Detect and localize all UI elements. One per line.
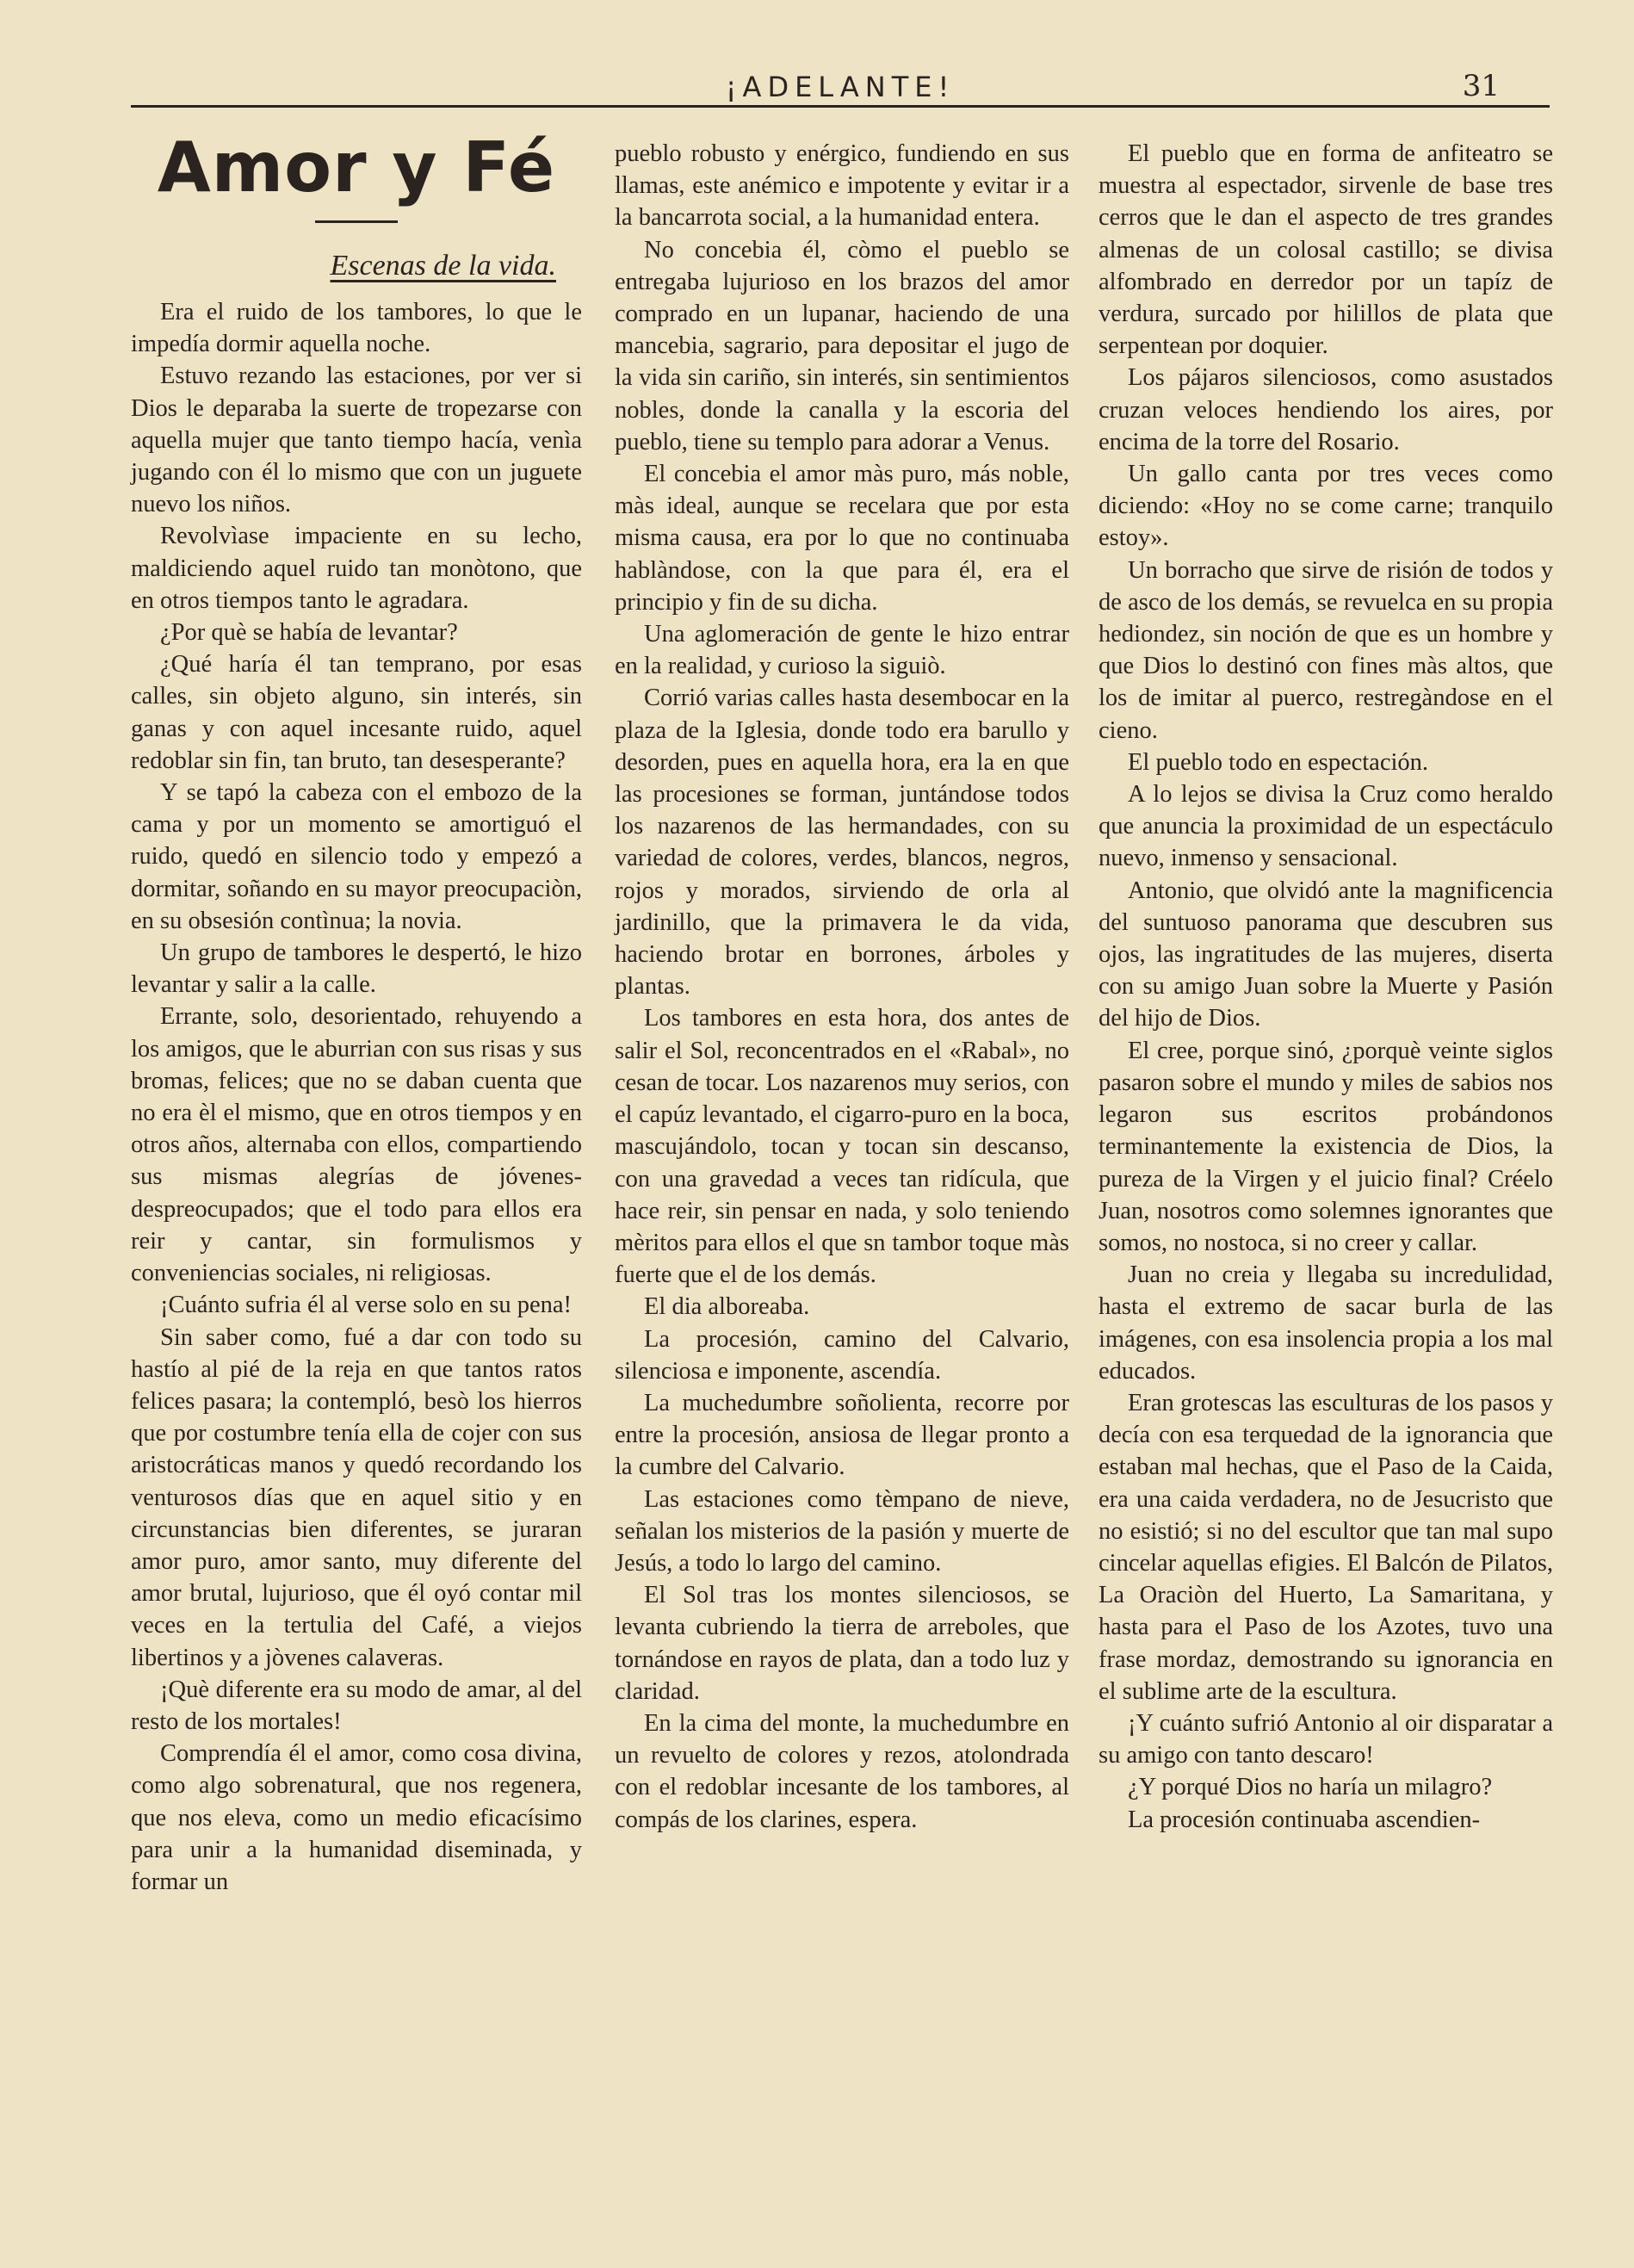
paragraph: Eran grotescas las esculturas de los pasos y decía con esa terquedad de la ignorancia que estaban mal hechas, que el Paso de la Caida, era una caida verdadera, no de Jesucristo que no esistió; si no del escultor que tan mal supo cincelar aquellas efigies. El Balcón de Pilatos, La Oraciòn del Huerto, La Samaritana, y hasta para el Paso de los Azotes, tuvo una frase mordaz, demostrando su ignorancia en el sublime arte de la escultura. — [1099, 1389, 1553, 1705]
paragraph: No concebia él, còmo el pueblo se entregaba lujurioso en los brazos del amor comprado en un lupanar, haciendo de una mancebia, sagrario, para depositar el jugo de la vida sin cariño, sin interés, sin sentimientos nobles, donde la canalla y la escoria del pueblo, tiene su templo para adorar a Venus. — [615, 236, 1069, 455]
paragraph: El Sol tras los montes silenciosos, se levanta cubriendo la tierra de arreboles, que tornándose en rayos de plata, dan a todo luz y claridad. — [615, 1582, 1069, 1705]
paragraph: ¡Y cuánto sufrió Antonio al oir disparatar a su amigo con tanto descaro! — [1099, 1709, 1553, 1769]
text-column-2 — [615, 138, 1069, 1836]
paragraph: El pueblo todo en espectación. — [1128, 748, 1429, 776]
publication-title: ¡ADELANTE! — [725, 71, 956, 103]
paragraph: ¿Por què se había de levantar? — [160, 619, 458, 647]
paragraph: Y se tapó la cabeza con el embozo de la cama y por un momento se amortiguó el ruido, quedó en silencio todo y empezó a dormitar, soñando en su mayor preocupaciòn, en su obsesión contìnua; la novia. — [131, 779, 582, 934]
paragraph: Errante, solo, desorientado, rehuyendo a los amigos, que le aburrian con sus risas y sus bromas, felices; que no se daban cuenta que no era èl el mismo, que en otros tiempos y en otros años, alternaba con ellos, compartiendo sus mismas alegrías de jóvenes-despreocupados; que el todo para ellos era reir y cantar, sin formulismos y conveniencias sociales, ni religiosas. — [131, 1003, 583, 1287]
paragraph: Era el ruido de los tambores, lo que le impedía dormir aquella noche. — [131, 299, 582, 358]
paragraph: Un grupo de tambores le despertó, le hizo levantar y salir a la calle. — [131, 939, 582, 999]
paragraph: Antonio, que olvidó ante la magnificencia del suntuoso panorama que descubren sus ojos, las ingratitudes de las mujeres, diserta con su amigo Juan sobre la Muerte y Pasión del hijo de Dios. — [1099, 877, 1553, 1032]
article-headline: Amor y Fé — [157, 127, 556, 208]
header-rule — [131, 105, 1550, 108]
text-column-3 — [1099, 138, 1553, 1836]
paragraph: Un gallo canta por tres veces como diciendo: «Hoy no se come carne; tranquilo estoy». — [1099, 461, 1553, 552]
headline-rule — [315, 220, 398, 223]
paragraph: ¡Cuánto sufria él al verse solo en su pena! — [160, 1292, 573, 1319]
paragraph: Los pájaros silenciosos, como asustados cruzan veloces hendiendo los aires, por encima de la torre del Rosario. — [1099, 364, 1553, 455]
paragraph: Una aglomeración de gente le hizo entrar en la realidad, y curioso la siguiò. — [615, 621, 1069, 680]
paragraph: Comprendía él el amor, como cosa divina, como algo sobrenatural, que nos regenera, que nos eleva, como un medio eficacísimo para unir a la humanidad diseminada, y formar un — [131, 1740, 582, 1895]
page-header — [131, 67, 1550, 108]
text-column-1 — [131, 296, 582, 1898]
paragraph: Estuvo rezando las estaciones, por ver si Dios le deparaba la suerte de tropezarse con aquella mujer que tanto tiempo hacía, venìa jugando con él lo mismo que con un juguete nuevo los niños. — [131, 363, 582, 518]
paragraph: El pueblo que en forma de anfiteatro se muestra al espectador, sirvenle de base tres cerros que le dan el aspecto de tres grandes almenas de un colosal castillo; se divisa alfombrado en derredor por un tapíz de verdura, surcado por hilillos de plata que serpentean por doquier. — [1099, 140, 1553, 360]
paragraph: El dia alboreaba. — [644, 1293, 810, 1321]
paragraph: ¿Qué haría él tan temprano, por esas calles, sin objeto alguno, sin interés, sin ganas y con aquel incesante ruido, aquel redoblar sin fin, tan bruto, tan desesperante? — [131, 651, 582, 774]
paragraph: El cree, porque sinó, ¿porquè veinte siglos pasaron sobre el mundo y miles de sabios nos legaron sus escritos probándonos terminantemente la existencia de Dios, la pureza de la Virgen y el juicio final? Créelo Juan, nosotros como solemnes ignorantes que somos, no nostoca, si no creer y callar. — [1099, 1037, 1553, 1256]
paragraph: Revolvìase impaciente en su lecho, maldiciendo aquel ruido tan monòtono, que en otros tiempos tanto le agradara. — [131, 523, 582, 614]
paragraph: Juan no creia y llegaba su incredulidad, hasta el extremo de sacar burla de las imágenes, con esa insolencia propia a los mal educados. — [1099, 1261, 1553, 1385]
paragraph: La procesión, camino del Calvario, silenciosa e imponente, ascendía. — [615, 1325, 1069, 1385]
article-subhead: Escenas de la vida. — [330, 250, 556, 282]
paragraph: La muchedumbre soñolienta, recorre por entre la procesión, ansiosa de llegar pronto a la cumbre del Calvario. — [615, 1389, 1069, 1481]
page-number: 31 — [1462, 69, 1500, 103]
paragraph: El concebia el amor màs puro, más noble, màs ideal, aunque se recelara que por esta misma causa, era por lo que no continuaba hablàndose, con la que para él, era el principio y fin de su dicha. — [615, 461, 1069, 616]
paragraph: ¡Què diferente era su modo de amar, al del resto de los mortales! — [131, 1676, 582, 1735]
paragraph: Un borracho que sirve de risión de todos y de asco de los demás, se revuelca en su propia hediondez, sin noción de que es un hombre y que Dios lo destinó con fines màs altos, que los de imitar al puerco, restregàndose en el cieno. — [1099, 556, 1553, 744]
paragraph: Los tambores en esta hora, dos antes de salir el Sol, reconcentrados en el «Rabal», no cesan de tocar. Los nazarenos muy serios, con el capúz levantado, el cigarro-puro en la boca, mascujándolo, tocan y tocan sin descanso, con una gravedad a veces tan ridícula, que hace reir, sin pensar en nada, y solo teniendo mèritos para ellos el que sn tambor toque màs fuerte que el de los demás. — [615, 1005, 1069, 1289]
paragraph: ¿Y porqué Dios no haría un milagro? — [1128, 1774, 1493, 1801]
paragraph: A lo lejos se divisa la Cruz como heraldo que anuncia la proximidad de un espectáculo nuevo, inmenso y sensacional. — [1099, 781, 1553, 872]
paragraph: La procesión continuaba ascendien- — [1128, 1806, 1481, 1833]
paragraph: Sin saber como, fué a dar con todo su hastío al pié de la reja en que tantos ratos felices pasara; la contempló, besò los hierros que por costumbre tenía ella de cojer con sus aristocráticas manos y quedó recordando los venturosos días que en aquel sitio y en circunstancias bien diferentes, se juraran amor puro, amor santo, muy diferente del amor brutal, lujurioso, que él oyó contar mil veces en la tertulia del Café, a viejos libertinos y a jòvenes calaveras. — [131, 1323, 582, 1671]
paragraph: En la cima del monte, la muchedumbre en un revuelto de colores y rezos, atolondrada con el redoblar incesante de los tambores, al compás de los clarines, espera. — [615, 1709, 1069, 1833]
paragraph: pueblo robusto y enérgico, fundiendo en sus llamas, este anémico e impotente y evitar ir a la bancarrota social, a la humanidad entera. — [615, 140, 1069, 232]
paragraph: Las estaciones como tèmpano de nieve, señalan los misterios de la pasión y muerte de Jesús, a todo lo largo del camino. — [615, 1485, 1069, 1577]
paragraph: Corrió varias calles hasta desembocar en la plaza de la Iglesia, donde todo era barullo y desorden, pues en aquella hora, era la en que las procesiones se forman, juntándose todos los nazarenos de las hermandades, con su variedad de colores, verdes, blancos, negros, rojos y morados, sirviendo de orla al jardinillo, que la primavera le da vida, haciendo brotar en borrones, árboles y plantas. — [615, 685, 1069, 1001]
